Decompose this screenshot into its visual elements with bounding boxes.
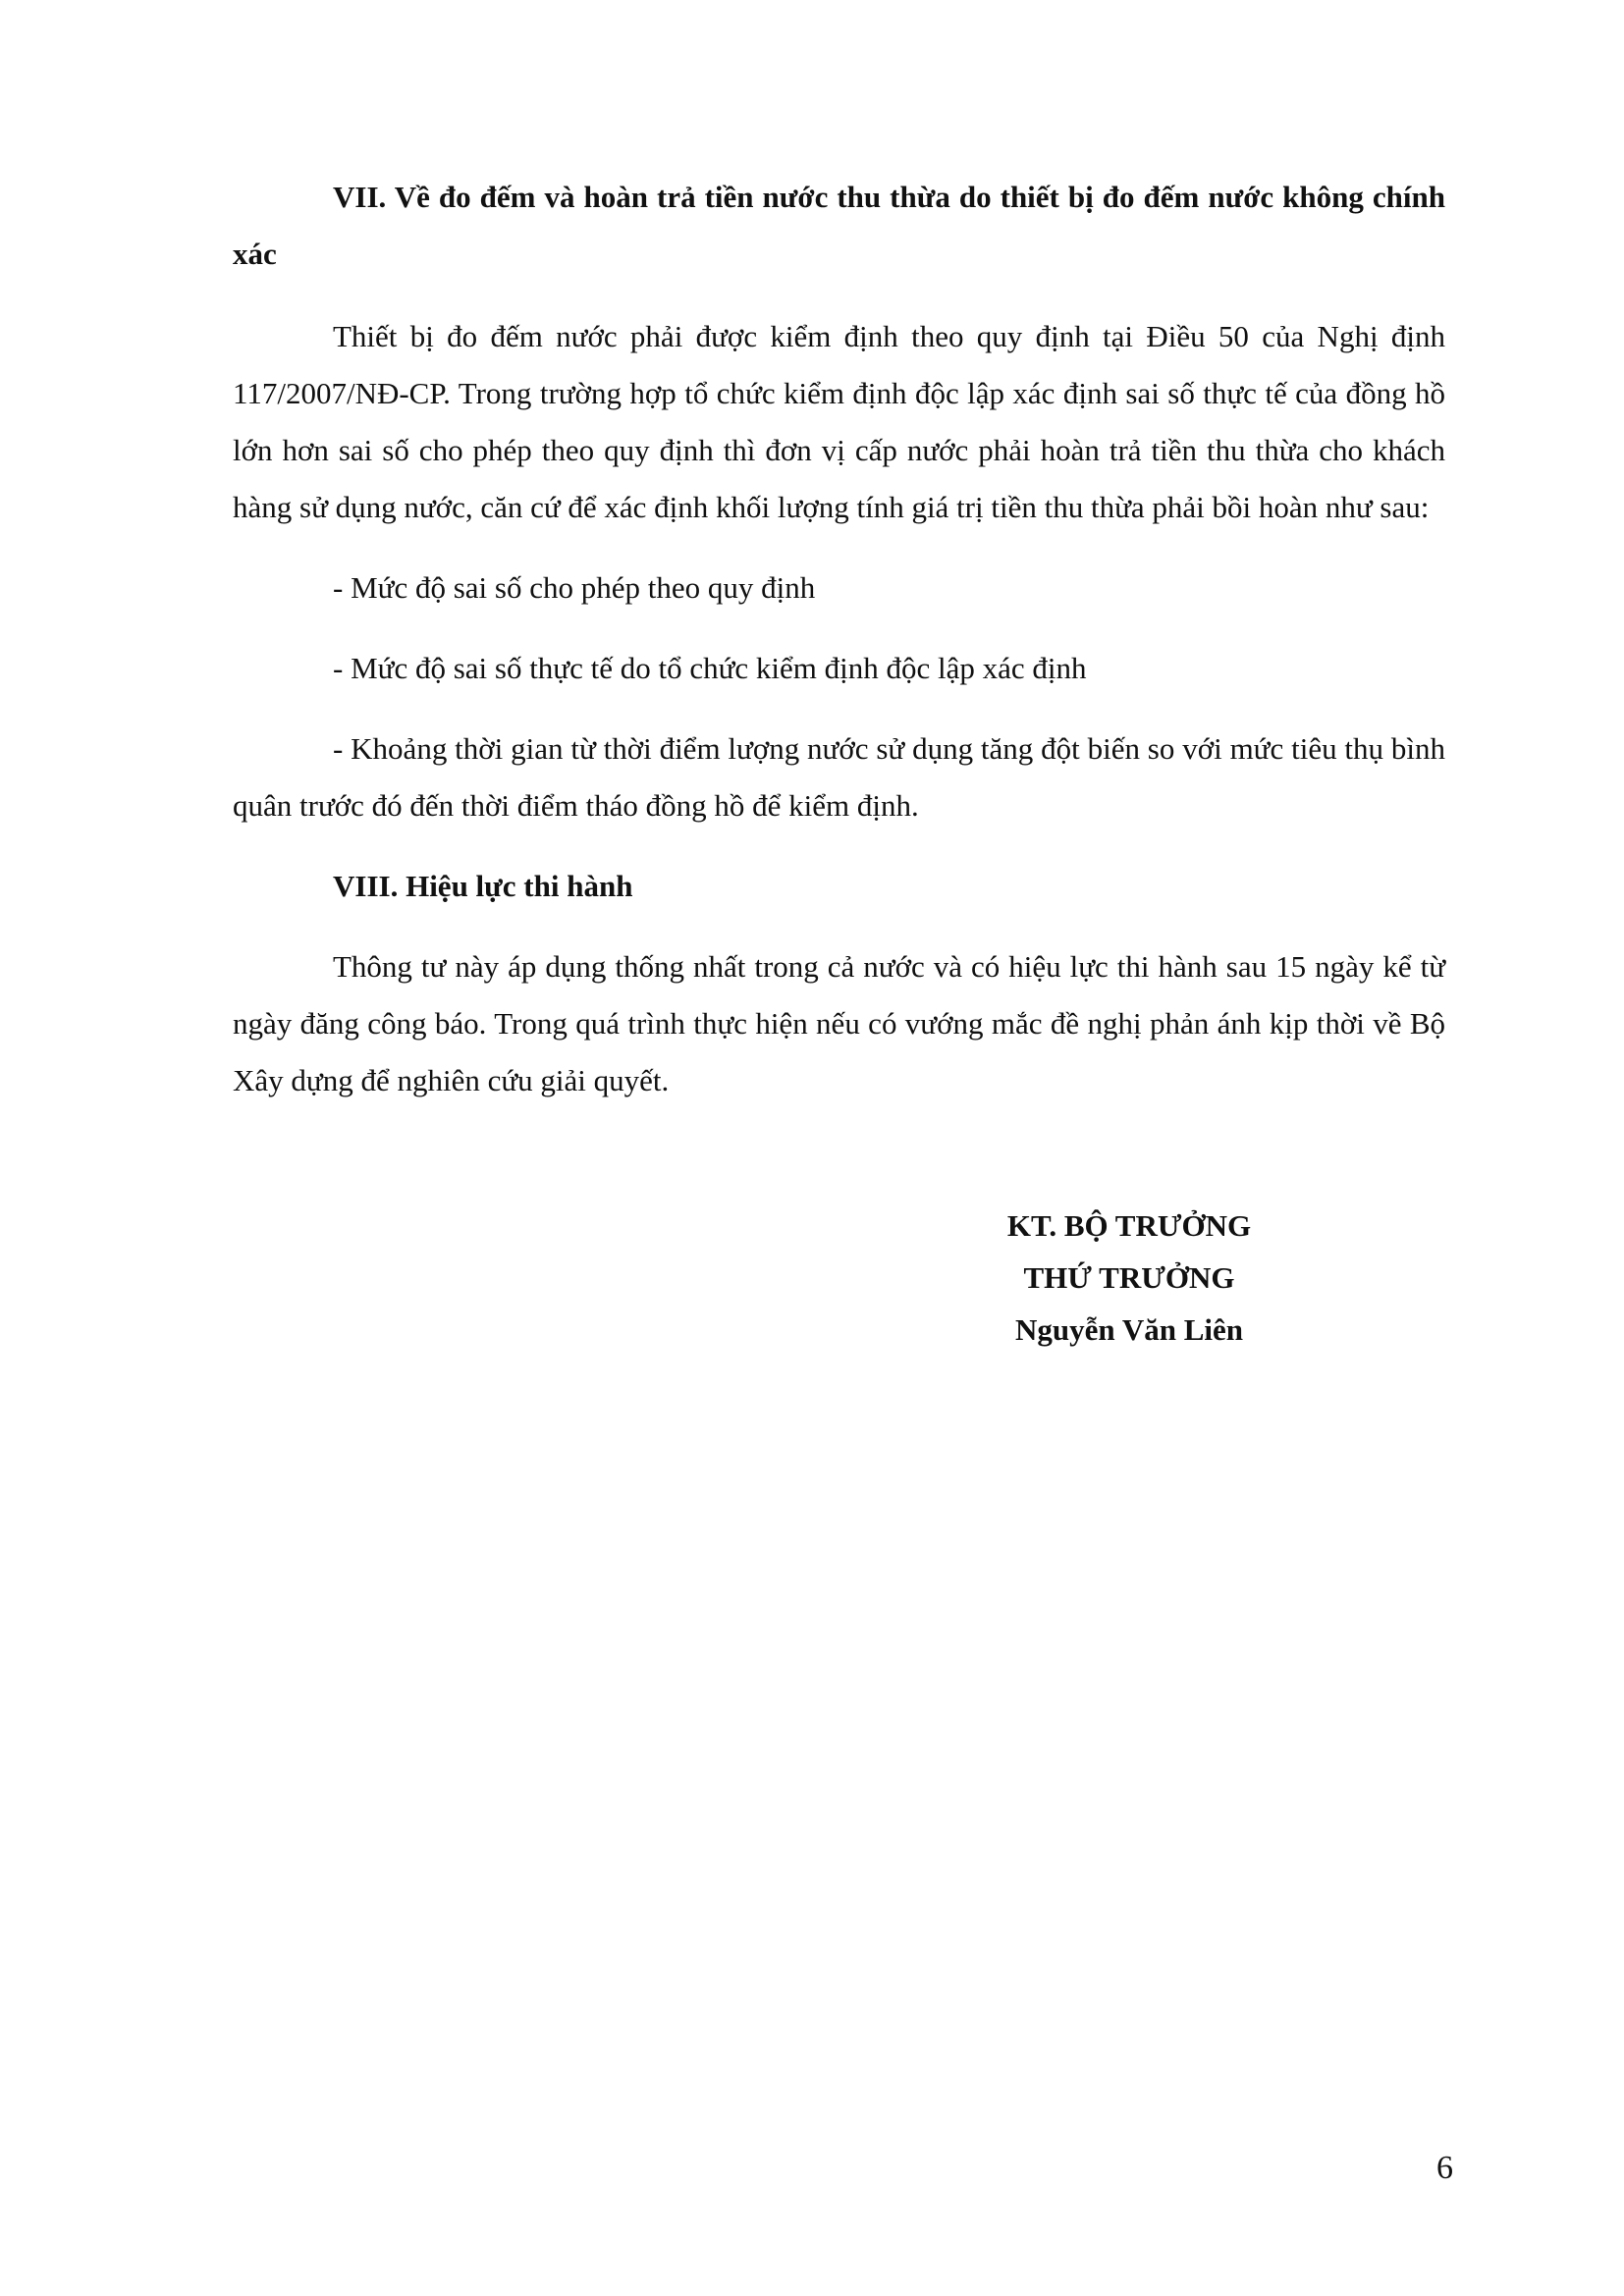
signature-subtitle: THỨ TRƯỞNG bbox=[1023, 1260, 1235, 1295]
section-vii-heading: VII. Về đo đếm và hoàn trả tiền nước thu thừa do thiết bị đo đếm nước không chính xác bbox=[233, 180, 1445, 271]
bullet-item: - Khoảng thời gian từ thời điểm lượng nước sử dụng tăng đột biến so với mức tiêu thụ bình quân trước đó đến thời điểm tháo đồng hồ để kiểm định. bbox=[233, 731, 1445, 823]
signature-name: Nguyễn Văn Liên bbox=[1015, 1312, 1243, 1347]
spacer bbox=[233, 536, 1445, 560]
signature-block bbox=[972, 1200, 1286, 1356]
bullet-item: - Mức độ sai số cho phép theo quy định bbox=[333, 570, 816, 605]
spacer bbox=[233, 834, 1445, 858]
page-number: 6 bbox=[1436, 2150, 1453, 2186]
spacer bbox=[233, 697, 1445, 721]
spacer bbox=[233, 616, 1445, 640]
spacer bbox=[233, 283, 1445, 308]
signature-title: KT. BỘ TRƯỞNG bbox=[1006, 1208, 1252, 1243]
spacer bbox=[233, 915, 1445, 938]
document-body bbox=[233, 169, 1445, 1109]
bullet-item: - Mức độ sai số thực tế do tổ chức kiểm định độc lập xác định bbox=[333, 651, 1087, 685]
section-viii-paragraph: Thông tư này áp dụng thống nhất trong cả nước và có hiệu lực thi hành sau 15 ngày kể từ ngày đăng công báo. Trong quá trình thực hiện nếu có vướng mắc đề nghị phản ánh kịp thời về Bộ Xây dựng để nghiên cứu giải quyết. bbox=[233, 949, 1445, 1097]
section-vii-paragraph: Thiết bị đo đếm nước phải được kiểm định theo quy định tại Điều 50 của Nghị định 117/2007/NĐ-CP. Trong trường hợp tổ chức kiểm định độc lập xác định sai số thực tế của đồng hồ lớn hơn sai số cho phép theo quy định thì đơn vị cấp nước phải hoàn trả tiền thu thừa cho khách hàng sử dụng nước, căn cứ để xác định khối lượng tính giá trị tiền thu thừa phải bồi hoàn như sau: bbox=[233, 319, 1445, 524]
section-viii-heading: VIII. Hiệu lực thi hành bbox=[333, 869, 633, 903]
